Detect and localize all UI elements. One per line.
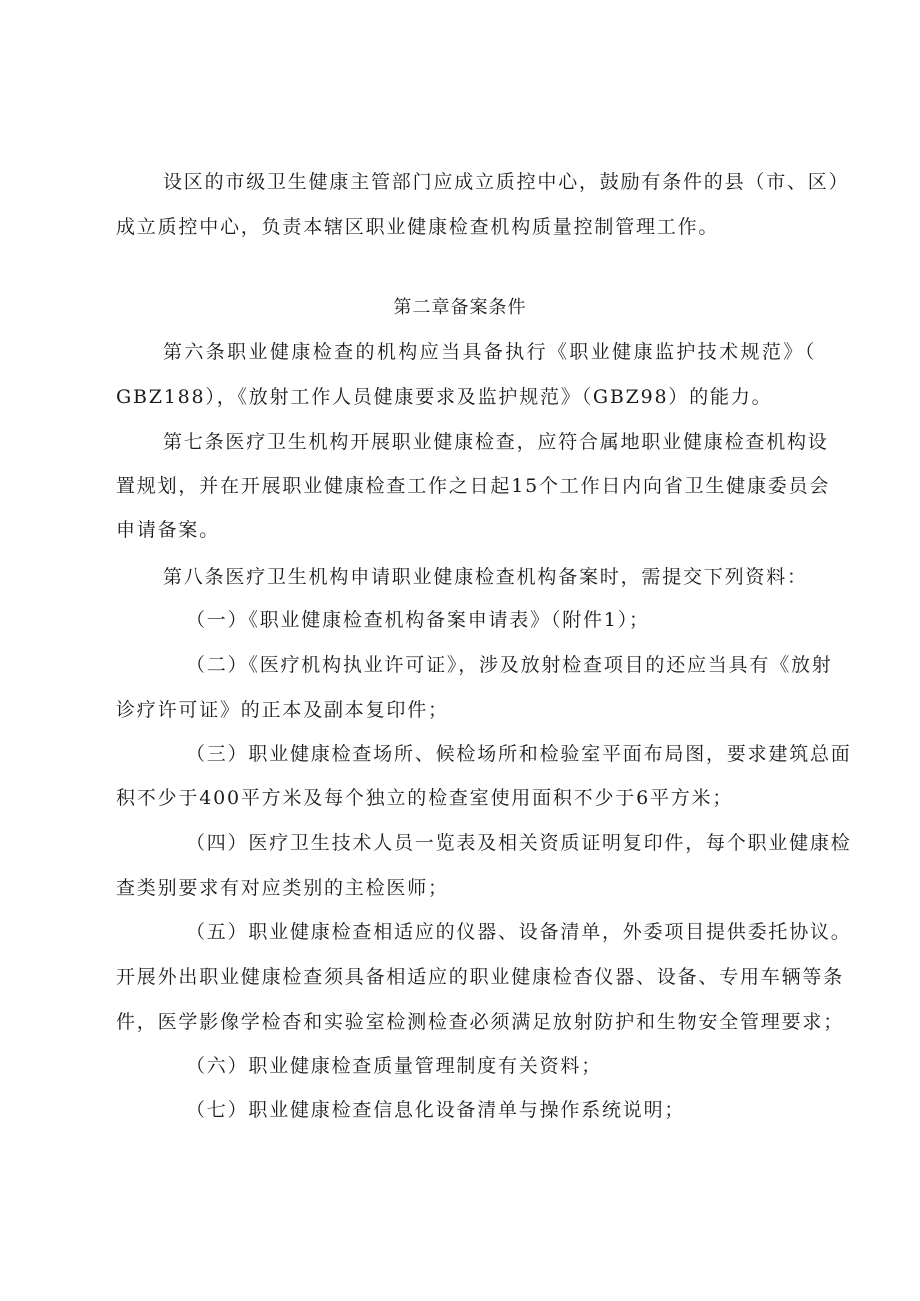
item-7: （七）职业健康检查信息化设备清单与操作系统说明； — [186, 1099, 686, 1121]
chapter-title: 第二章备案条件 — [393, 297, 527, 318]
item-1: （一）《职业健康检查机构备案申请表》（附件1）； — [186, 609, 650, 631]
item-2-line-1: （二）《医疗机构执业许可证》，涉及放射检查项目的还应当具有《放射 — [186, 654, 833, 676]
article6-line-2: GBZ188），《放射工作人员健康要求及监护规范》（GBZ98）的能力。 — [116, 386, 773, 408]
intro-line-1: 设区的市级卫生健康主管部门应成立质控中心，鼓励有条件的县（市、区） — [163, 171, 850, 193]
item-5-line-2: 开展外出职业健康检查须具备相适应的职业健康检杳仪器、设备、专用车辆等条 — [116, 966, 845, 988]
item-3-line-2: 积不少于400平方米及每个独立的检查室使用面积不少于6平方米； — [116, 787, 734, 809]
article7-line-3: 申请备案。 — [116, 519, 221, 541]
item-5-line-1: （五）职业健康检查相适应的仪器、设备清单，外委项目提供委托协议。 — [186, 921, 852, 943]
item-4-line-1: （四）医疗卫生技术人员一览表及相关资质证明复印件，每个职业健康检 — [186, 832, 852, 854]
item-4-line-2: 查类别要求有对应类别的主检医师； — [116, 877, 449, 899]
item-3-line-1: （三）职业健康检查场所、候检场所和检验室平面布局图，要求建筑总面 — [186, 743, 852, 765]
item-2-line-2: 诊疗许可证》的正本及副本复印件； — [116, 699, 449, 721]
item-5-line-3: 件，医学影像学检杳和实验室检测检查必须满足放射防护和生物安全管理要求； — [116, 1011, 845, 1033]
article6-line-1: 第六条职业健康检查的机构应当具备执行《职业健康监护技术规范》（ — [163, 341, 816, 363]
article7-line-2: 置规划，并在开展职业健康检查工作之日起15个工作日内向省卫生健康委员会 — [116, 475, 831, 497]
intro-line-2: 成立质控中心，负责本辖区职业健康检查机构质量控制管理工作。 — [116, 216, 720, 238]
item-6: （六）职业健康检查质量管理制度有关资料； — [186, 1055, 603, 1077]
article8-line-1: 第八条医疗卫生机构申请职业健康检查机构备案时，需提交下列资料： — [163, 566, 808, 588]
article7-line-1: 第七条医疗卫生机构开展职业健康检查，应符合属地职业健康检查机构设 — [163, 431, 829, 453]
